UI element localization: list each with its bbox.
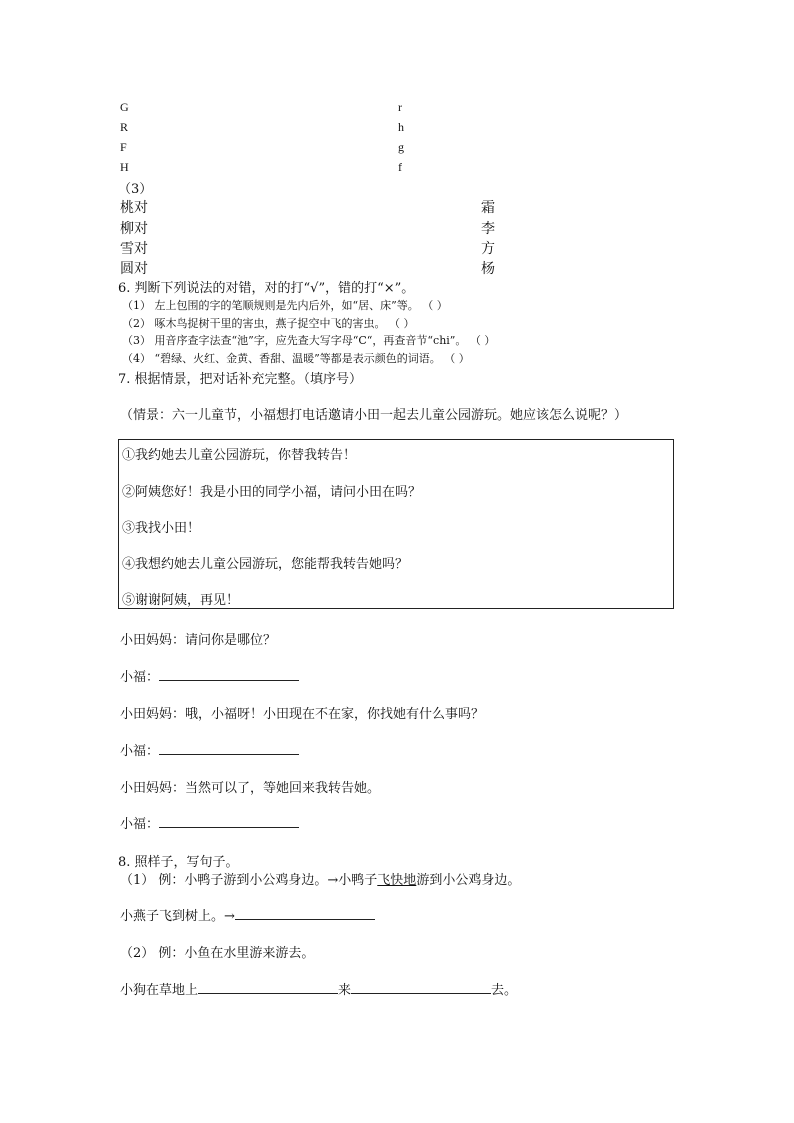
q7-dialogue-6 bbox=[120, 813, 299, 832]
q7-dialogue-4 bbox=[120, 740, 299, 759]
q7-option-2: ②阿姨您好！我是小田的同学小福，请问小田在吗？ bbox=[122, 485, 422, 500]
part3-right-3: 方 bbox=[481, 241, 495, 257]
answer-blank-6[interactable] bbox=[351, 979, 491, 994]
answer-blank-4[interactable] bbox=[235, 905, 375, 920]
q7-dialogue-1: 小田妈妈：请问你是哪位？ bbox=[120, 633, 277, 648]
q6-item-3: （3） 用音序查字法查“池”字，应先查大写字母“C“，再查音节“chi”。 （ ） bbox=[122, 334, 496, 347]
letter-left-4: H bbox=[120, 160, 129, 174]
q6-item-1: （1） 左上包围的字的笔顺规则是先内后外，如“居、床”等。 （ ） bbox=[122, 299, 448, 312]
speaker-label: 小福： bbox=[120, 670, 160, 685]
answer-blank-5[interactable] bbox=[198, 979, 338, 994]
q7-option-4: ④我想约她去儿童公园游玩，您能帮我转告她吗？ bbox=[122, 557, 409, 572]
q6-item-2: （2） 啄木鸟捉树干里的害虫，燕子捉空中飞的害虫。 （ ） bbox=[122, 317, 415, 330]
example-1-prefix: （1） 例：小鸭子游到小公鸡身边。→小鸭子 bbox=[120, 873, 378, 888]
answer-blank-1[interactable] bbox=[159, 666, 299, 681]
example-1-suffix: 游到小公鸡身边。 bbox=[416, 873, 521, 888]
q8-task-2 bbox=[120, 979, 517, 998]
part3-left-1: 桃对 bbox=[120, 200, 148, 216]
letter-right-2: h bbox=[398, 120, 404, 134]
answer-blank-3[interactable] bbox=[159, 813, 299, 828]
part3-right-1: 霜 bbox=[481, 200, 495, 216]
part3-right-4: 杨 bbox=[481, 261, 495, 277]
q7-options-box bbox=[118, 439, 674, 609]
q6-item-4: （4） “碧绿、火红、金黄、香甜、温暖”等都是表示颜色的词语。 （ ） bbox=[122, 352, 470, 365]
q7-dialogue-3: 小田妈妈：哦，小福呀！小田现在不在家，你找她有什么事吗？ bbox=[120, 707, 485, 722]
speaker-label: 小福： bbox=[120, 817, 160, 832]
q7-option-1: ①我约她去儿童公园游玩，你替我转告！ bbox=[122, 448, 357, 463]
task-2-text-a: 小狗在草地上 bbox=[120, 983, 199, 998]
q7-option-5: ⑤谢谢阿姨，再见！ bbox=[122, 593, 240, 608]
q7-dialogue-5: 小田妈妈：当然可以了，等她回来我转告她。 bbox=[120, 781, 381, 796]
speaker-label: 小福： bbox=[120, 744, 160, 759]
part3-left-4: 圆对 bbox=[120, 261, 148, 277]
q6-title: 6. 判断下列说法的对错，对的打“√”，错的打“×”。 bbox=[118, 281, 415, 296]
q7-dialogue-2 bbox=[120, 666, 299, 685]
part3-left-3: 雪对 bbox=[120, 241, 148, 257]
task-2-text-b: 来 bbox=[338, 983, 352, 998]
task-1-text: 小燕子飞到树上。→ bbox=[120, 909, 235, 924]
q7-title: 7. 根据情景，把对话补充完整。（填序号） bbox=[118, 372, 363, 387]
letter-right-4: f bbox=[398, 160, 402, 174]
q8-example-2: （2） 例：小鱼在水里游来游去。 bbox=[120, 946, 315, 961]
letter-left-3: F bbox=[120, 140, 127, 154]
answer-blank-2[interactable] bbox=[159, 740, 299, 755]
letter-right-1: r bbox=[398, 100, 402, 114]
example-1-underlined: 飞快地 bbox=[377, 873, 417, 888]
q8-task-1 bbox=[120, 905, 375, 924]
part3-left-2: 柳对 bbox=[120, 221, 148, 237]
q8-example-1 bbox=[120, 869, 520, 888]
part3-label: （3） bbox=[118, 182, 153, 197]
letter-right-3: g bbox=[398, 140, 404, 154]
q8-title: 8. 照样子，写句子。 bbox=[118, 855, 239, 870]
part3-right-2: 李 bbox=[481, 221, 495, 237]
q7-context: （情景：六一儿童节，小福想打电话邀请小田一起去儿童公园游玩。她应该怎么说呢？） bbox=[120, 408, 628, 423]
q7-option-3: ③我找小田！ bbox=[122, 521, 201, 536]
task-2-text-c: 去。 bbox=[491, 983, 518, 998]
letter-left-1: G bbox=[120, 100, 129, 114]
letter-left-2: R bbox=[120, 120, 129, 134]
